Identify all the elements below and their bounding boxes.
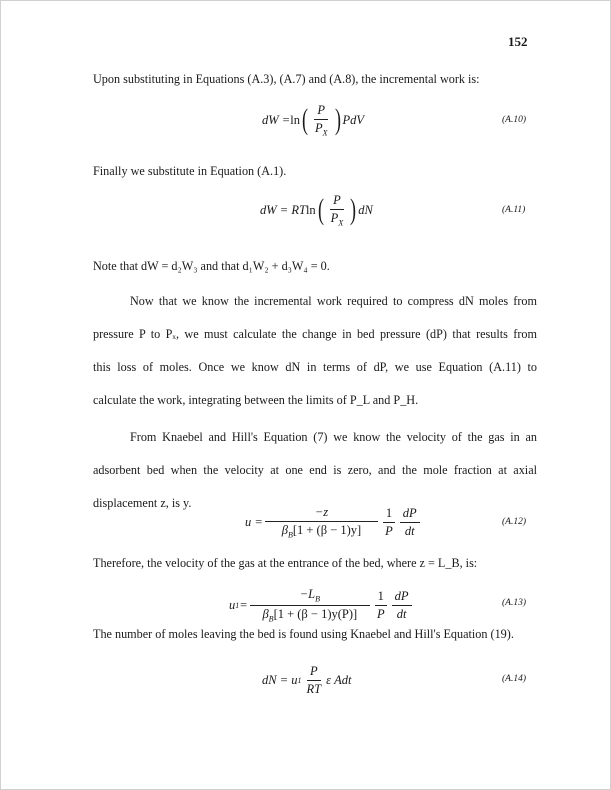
equation-label: (A.12) — [502, 517, 527, 527]
page-number: 152 — [508, 34, 528, 49]
text-line: this loss of moles. Once we know dN in terms of dP, we use Equation (A.11) to — [93, 360, 537, 374]
fraction: $\frac{dP}{dt}$ — [400, 506, 420, 539]
text-line: Therefore, the velocity of the gas at the entrance of the bed, where z = L_B, is: — [93, 556, 478, 570]
equation-a12 — [245, 505, 422, 540]
eq-fn: ln — [290, 112, 300, 127]
text-line: adsorbent bed when the velocity at one end is zero, and the mole fraction at axial — [93, 463, 537, 477]
equation-label: (A.11) — [502, 205, 526, 215]
eq-lhs: dW = — [262, 112, 291, 127]
text-line: Now that we know the incremental work required to compress dN moles from — [130, 294, 537, 308]
equation-a11: dW = RT ln ( $\frac{P}{P_X}$ ) dN — [260, 193, 373, 228]
equation-label: (A.14) — [502, 674, 527, 684]
fraction: $\frac{-L_B}{\beta_B[1 + (\beta - 1)y(P)]}$ — [250, 587, 370, 623]
fraction: $\frac{P}{P_X}$ — [314, 103, 328, 138]
equation-label: (A.10) — [502, 115, 527, 125]
text-line: Finally we substitute in Equation (A.1). — [93, 164, 287, 178]
text-line: From Knaebel and Hill's Equation (7) we know the velocity of the gas in an — [130, 430, 537, 444]
equation-a14: dN = u 1 $\frac{P}{RT}$ ε Adt — [262, 664, 352, 696]
equation-a13: u 1 = $\frac{-L_B}{\beta_B[1 + (\beta - 1)y(P)]}$ $\frac{1}{P}$ $\frac{dP}{dt}$ — [229, 587, 414, 623]
fraction: $\frac{1}{P}$ — [374, 589, 388, 622]
text-line: displacement z, is y. — [93, 496, 192, 510]
fraction: $\frac{1}{P}$ — [382, 506, 396, 539]
eq-rhs: dN — [358, 202, 373, 217]
equation-a10: dW = ln ( $\frac{P}{P_X}$ ) PdV — [262, 103, 365, 138]
eq-lhs: u = — [245, 514, 263, 529]
fraction: $\frac{-z}{\beta_B[1 + (\beta - 1)y]}$ — [265, 505, 378, 540]
text-line: Note that dW = d₂W₃ and that d₁W₂ + d₃W₄ = 0. — [93, 259, 330, 273]
eq-fn: ln — [305, 202, 316, 217]
equation-label: (A.13) — [502, 598, 527, 608]
eq-rhs: PdV — [342, 112, 365, 127]
text-line: calculate the work, integrating between the limits of P_L and P_H. — [93, 393, 419, 407]
fraction: $\frac{dP}{dt}$ — [392, 589, 412, 622]
eq-lhs: dW = RT — [260, 202, 306, 217]
text-line: pressure P to Pₓ, we must calculate the change in bed pressure (dP) that results from — [93, 327, 537, 341]
text-line: Upon substituting in Equations (A.3), (A.7) and (A.8), the incremental work is: — [93, 72, 480, 86]
fraction: $\frac{P}{RT}$ — [306, 664, 322, 696]
fraction: $\frac{P}{P_X}$ — [330, 193, 344, 228]
text-line: The number of moles leaving the bed is found using Knaebel and Hill's Equation (19). — [93, 627, 514, 641]
